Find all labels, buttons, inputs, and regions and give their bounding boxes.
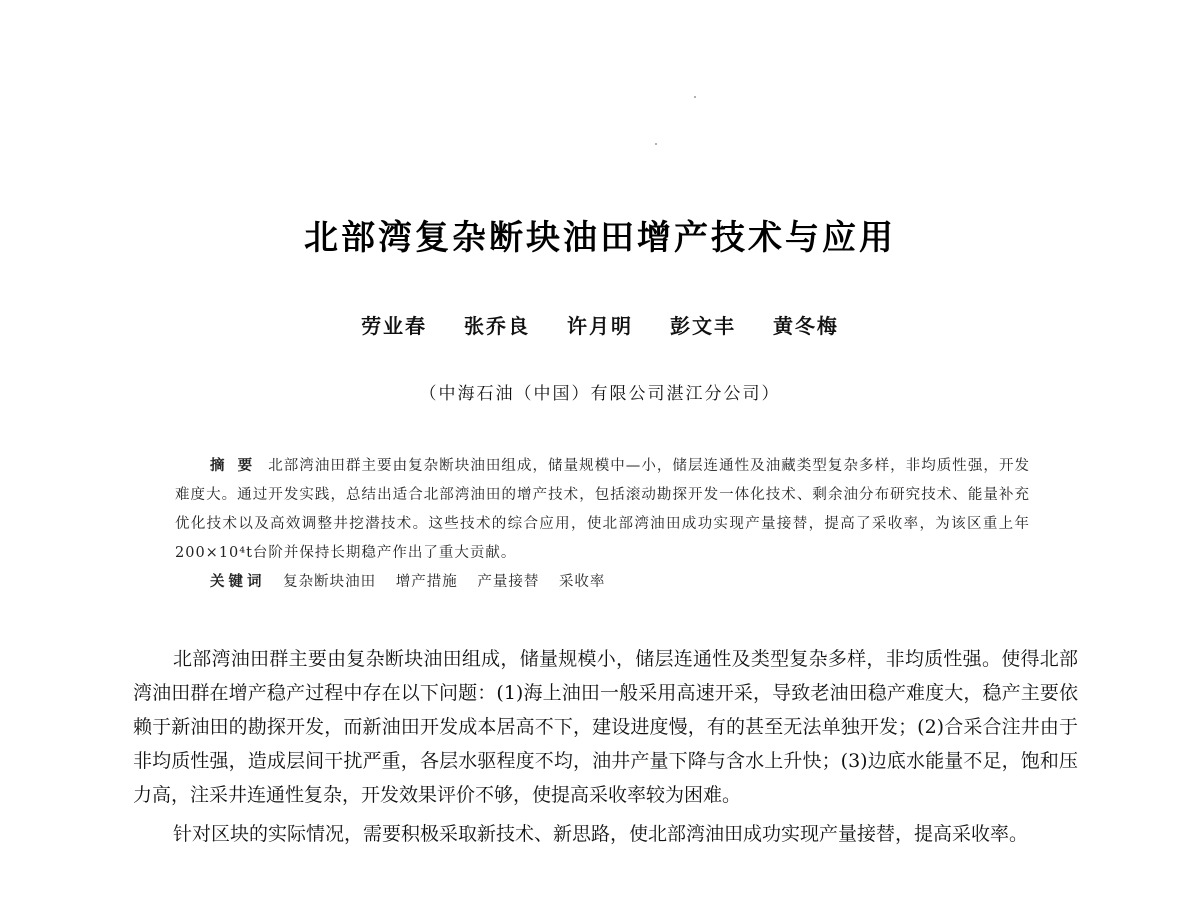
keyword: 采收率 <box>558 574 606 590</box>
keyword: 增产措施 <box>395 574 458 590</box>
author-name: 张乔良 <box>464 314 531 338</box>
body-paragraph: 北部湾油田群主要由复杂断块油田组成，储量规模小，储层连通性及类型复杂多样，非均质性强。使得北部湾油田群在增产稳产过程中存在以下问题：(1)海上油田一般采用高速开采，导致老油田稳产难度大，稳产主要依赖于新油田的勘探开发，而新油田开发成本居高不下，建设进度慢，有的甚至无法单独开发；(2)合采合注井由于非均质性强，造成层间干扰严重，各层水驱程度不均，油井产量下降与含水上升快；(3)边底水能量不足，饱和压力高，注采井连通性复杂，开发效果评价不够，使提高采收率较为困难。 <box>133 648 1078 806</box>
paper-title: 北部湾复杂断块油田增产技术与应用 <box>304 218 896 258</box>
abstract-label: 摘 要 <box>210 458 257 474</box>
scan-speck <box>694 96 696 98</box>
author-name: 许月明 <box>567 314 633 338</box>
scan-speck <box>655 143 657 145</box>
abstract-text: 北部湾油田群主要由复杂断块油田组成，储量规模中—小，储层连通性及油藏类型复杂多样，非均质性强，开发难度大。通过开发实践，总结出适合北部湾油田的增产技术，包括滚动勘探开发一体化技术、剩余油分布研究技术、能量补充优化技术以及高效调整井挖潜技术。这些技术的综合应用，使北部湾油田成功实现产量接替，提高了采收率，为该区重上年200×10⁴t台阶并保持长期稳产作出了重大贡献。 <box>175 458 1030 561</box>
abstract-block <box>175 452 1030 597</box>
keyword: 产量接替 <box>477 574 540 590</box>
body-paragraph: 针对区块的实际情况，需要积极采取新技术、新思路，使北部湾油田成功实现产量接替，提高采收率。 <box>173 823 1029 845</box>
author-name: 黄冬梅 <box>772 314 839 338</box>
author-name: 彭文丰 <box>669 314 736 338</box>
body-text <box>133 642 1078 851</box>
affiliation: （中海石油（中国）有限公司湛江分公司） <box>419 384 781 404</box>
author-name: 劳业春 <box>361 314 428 338</box>
keyword: 复杂断块油田 <box>283 574 377 590</box>
abstract-paragraph <box>175 452 1030 568</box>
author-list <box>0 310 1200 339</box>
keywords-label: 关键词 <box>210 574 266 590</box>
keywords-line <box>175 568 1030 597</box>
